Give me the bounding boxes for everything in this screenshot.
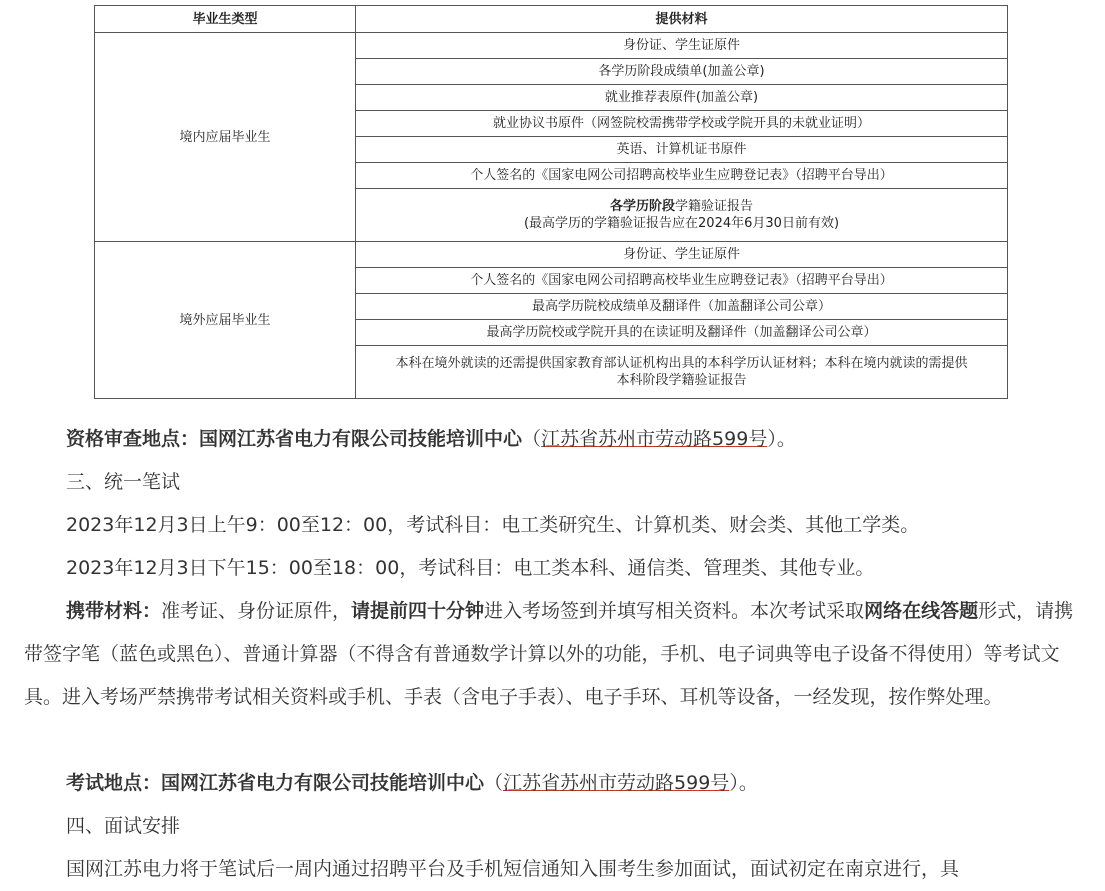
section-3-title: 三、统一笔试 xyxy=(66,471,181,493)
overseas-item: 身份证、学生证原件 xyxy=(356,242,1008,268)
review-address-link[interactable]: 江苏省苏州市劳动路599号 xyxy=(541,428,768,450)
overseas-item: 最高学历院校成绩单及翻译件（加盖翻译公司公章） xyxy=(356,294,1008,320)
period: 。 xyxy=(776,428,796,450)
verification-text: 学籍验证报告 xyxy=(675,199,754,214)
verification-bold-text: 各学历阶段 xyxy=(609,199,675,214)
paren-close: ） xyxy=(729,772,739,794)
overseas-item-certification xyxy=(356,346,1008,399)
paren-open: （ xyxy=(522,428,542,450)
domestic-item: 英语、计算机证书原件 xyxy=(356,137,1008,163)
paren-close: ） xyxy=(767,428,777,450)
materials-bold-arrive-early: 请提前四十分钟 xyxy=(351,600,485,622)
overseas-item: 个人签名的《国家电网公司招聘高校毕业生应聘登记表》（招聘平台导出） xyxy=(356,268,1008,294)
interview-paragraph: 国网江苏电力将于笔试后一周内通过招聘平台及手机短信通知入围考生参加面试，面试初定在南京进行，具 xyxy=(66,858,960,880)
overseas-item: 最高学历院校或学院开具的在读证明及翻译件（加盖翻译公司公章） xyxy=(356,320,1008,346)
exam-schedule-afternoon: 2023年12月3日下午15：00至18：00，考试科目：电工类本科、通信类、管理类、其他专业。 xyxy=(66,557,875,579)
domestic-item-verification xyxy=(356,189,1008,242)
exam-location-label: 考试地点：国网江苏省电力有限公司技能培训中心 xyxy=(66,772,485,794)
domestic-item: 各学历阶段成绩单(加盖公章) xyxy=(356,59,1008,85)
domestic-graduate-label: 境内应届毕业生 xyxy=(95,33,356,242)
exam-schedule-morning: 2023年12月3日上午9：00至12：00，考试科目：电工类研究生、计算机类、财会类、其他工学类。 xyxy=(66,514,920,536)
materials-text: 进入考场签到并填写相关资料。本次考试采取 xyxy=(484,600,865,622)
domestic-item: 个人签名的《国家电网公司招聘高校毕业生应聘登记表》（招聘平台导出） xyxy=(356,163,1008,189)
review-location-label: 资格审查地点：国网江苏省电力有限公司技能培训中心 xyxy=(66,428,523,450)
verification-note: (最高学历的学籍验证报告应在2024年6月30日前有效) xyxy=(523,216,840,231)
header-materials: 提供材料 xyxy=(356,6,1008,33)
materials-paragraph xyxy=(24,590,1084,719)
domestic-item: 就业协议书原件（网签院校需携带学校或学院开具的未就业证明） xyxy=(356,111,1008,137)
header-graduate-type: 毕业生类型 xyxy=(95,6,356,33)
domestic-item: 身份证、学生证原件 xyxy=(356,33,1008,59)
period: 。 xyxy=(738,772,758,794)
certification-line2: 本科阶段学籍验证报告 xyxy=(616,373,747,388)
certification-line1: 本科在境外就读的还需提供国家教育部认证机构出具的本科学历认证材料；本科在境内就读的需提供 xyxy=(395,356,968,371)
section-4-title: 四、面试安排 xyxy=(66,815,181,837)
overseas-graduate-label: 境外应届毕业生 xyxy=(95,242,356,399)
materials-bold-online-exam: 网络在线答题 xyxy=(864,600,979,622)
exam-address-link[interactable]: 江苏省苏州市劳动路599号 xyxy=(503,772,730,794)
paren-open: （ xyxy=(484,772,504,794)
materials-text: 形式，请携带签字笔（蓝色或黑色）、普通计算器（不得含有普通数学计算以外的功能，手机、电子词典等电子设备不得使用）等考试文具。进入考场严禁携带考试相关资料或手机、手表（含电子手表）、电子手环、耳机等设备，一经发现，按作弊处理。 xyxy=(24,600,1074,708)
domestic-item: 就业推荐表原件(加盖公章) xyxy=(356,85,1008,111)
review-location xyxy=(24,418,1084,461)
materials-label: 携带材料： xyxy=(66,600,162,622)
exam-location xyxy=(24,762,1084,805)
materials-text: 准考证、身份证原件， xyxy=(161,600,352,622)
materials-table xyxy=(94,5,1008,399)
